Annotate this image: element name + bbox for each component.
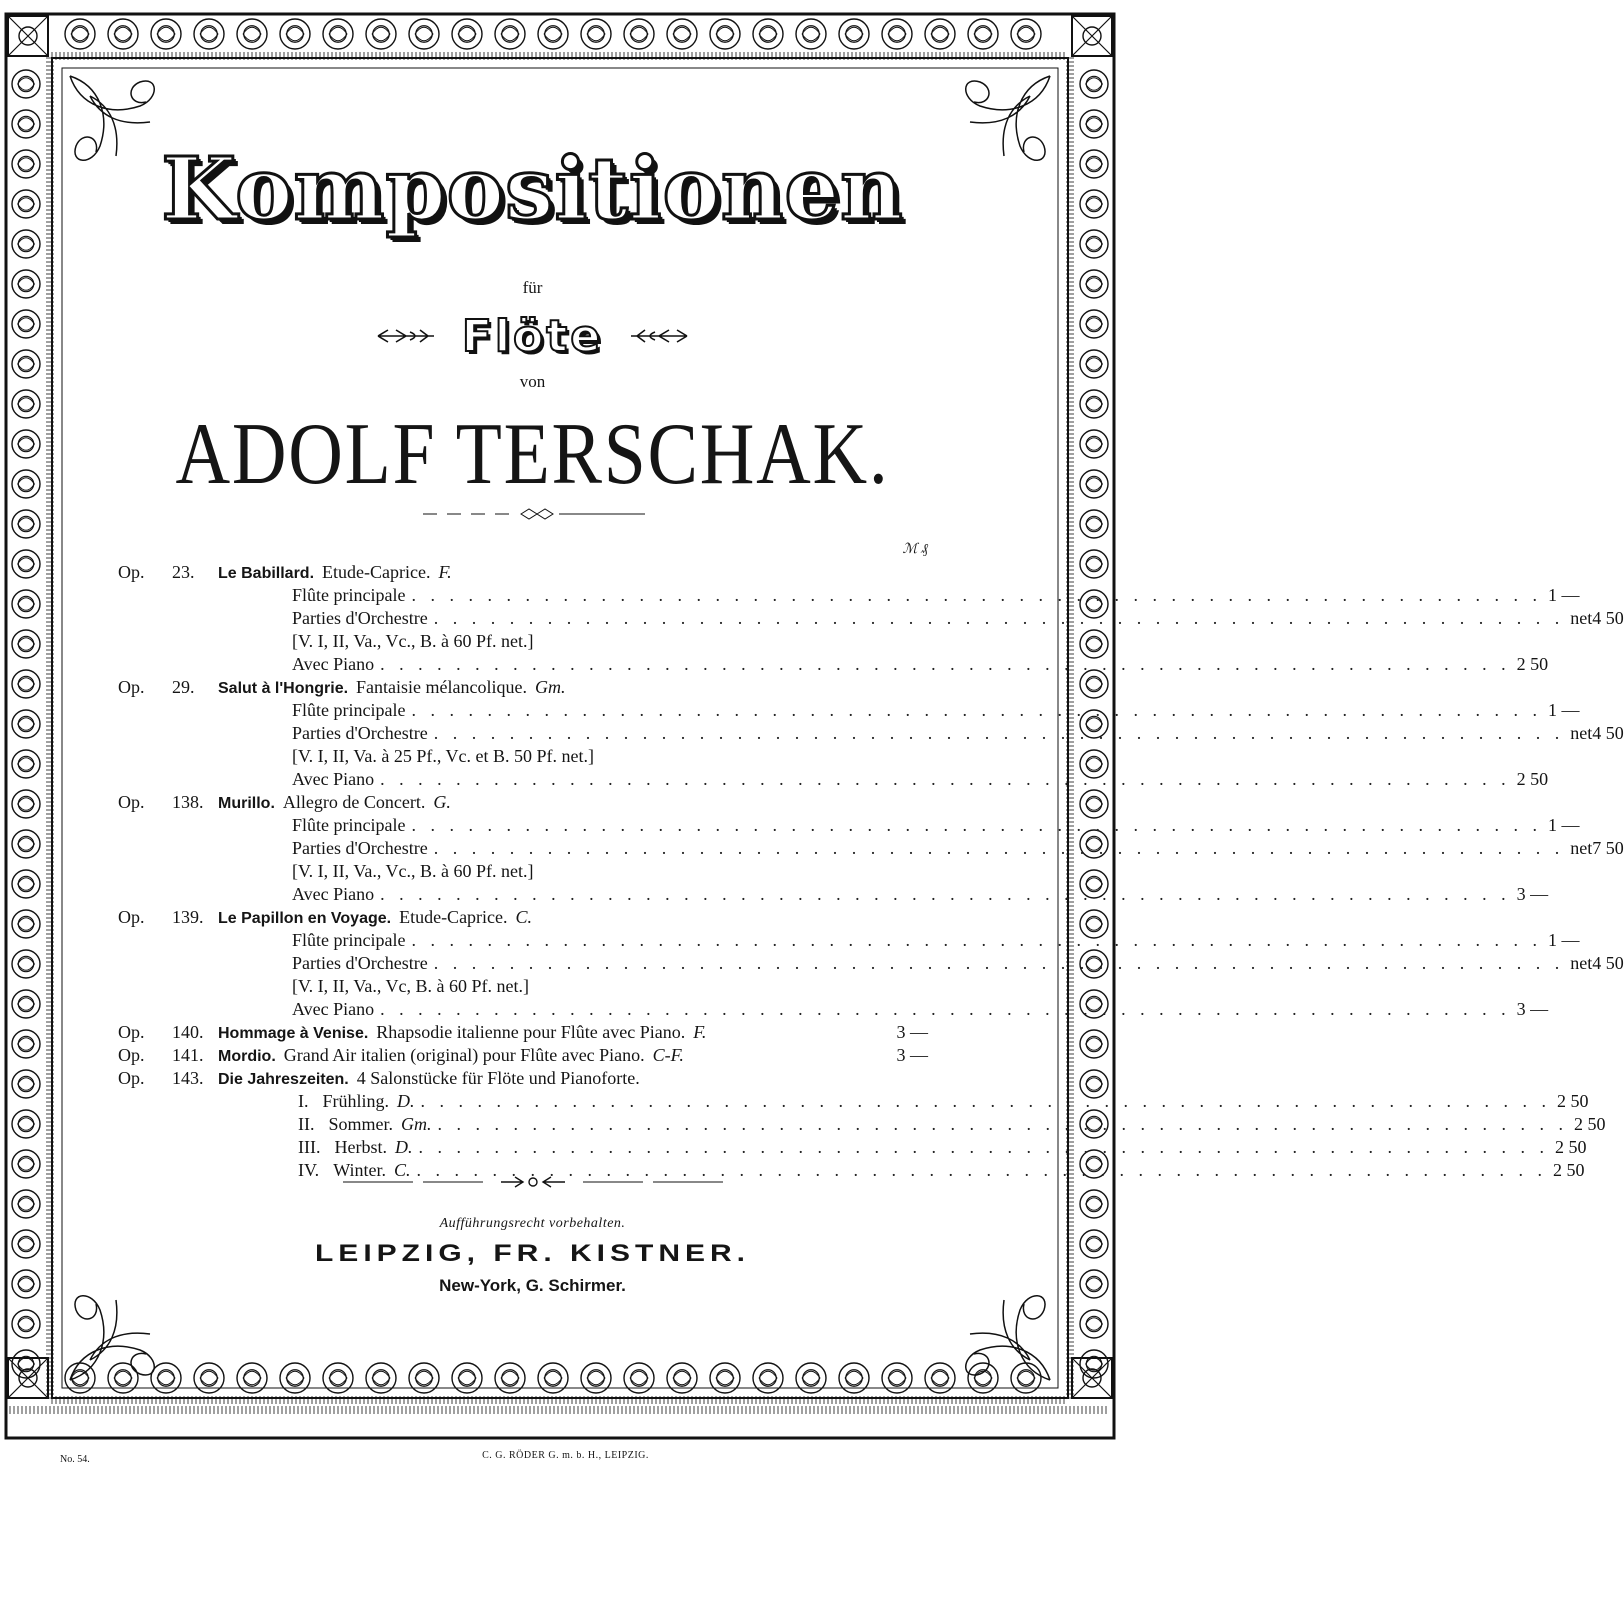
season-line [118, 1090, 1589, 1113]
plate-number: No. 54. [60, 1454, 90, 1465]
work-name: Murillo. [218, 795, 275, 812]
work-description: Etude-Caprice. [399, 907, 508, 927]
work-title [218, 906, 532, 930]
edition-line [118, 630, 928, 653]
instrumentation-note: [V. I, II, Va., Vc., B. à 60 Pf. net.] [292, 631, 534, 651]
edition-price: 7 50 [1592, 838, 1624, 858]
work-title [218, 676, 566, 700]
work-name: Le Papillon en Voyage. [218, 910, 392, 927]
season-line [118, 1136, 1587, 1159]
for-label: für [522, 278, 543, 297]
season-key: Gm. [401, 1114, 432, 1134]
opus-number: 143. [172, 1068, 204, 1088]
net-marker: net [1570, 953, 1593, 973]
season-row [298, 1136, 1587, 1159]
publisher-secondary: New-York, G. Schirmer. [439, 1276, 626, 1295]
edition-line [118, 768, 1549, 791]
season-price: 2 50 [1557, 1091, 1589, 1111]
work-title [218, 1067, 648, 1091]
opus-number: 141. [172, 1045, 204, 1065]
leader-dots: . . . . . . . . . . . . . . . . . . . . . . . . . . . . . . . . . . . . . . . . . . . . . . . . . . . . . . . . . . . . [420, 1091, 1552, 1111]
ornament-right-icon [629, 326, 689, 346]
work-title [218, 561, 452, 585]
opus-number: 23. [172, 562, 195, 582]
season-name: Sommer. [328, 1114, 394, 1134]
work-description: Grand Air italien (original) pour Flûte avec Piano. [283, 1045, 645, 1065]
edition-price: 4 50 [1592, 953, 1624, 973]
opus-number: 29. [172, 677, 195, 697]
work-description: 4 Salonstücke für Flöte und Pianoforte. [356, 1068, 640, 1088]
opus-label: Op. [118, 562, 145, 582]
work-description: Etude-Caprice. [322, 562, 431, 582]
leader-dots: . . . . . . . . . . . . . . . . . . . . . . . . . . . . . . . . . . . . . . . . . . . . . . . . . . . . . . . . . . . . [380, 884, 1511, 904]
instrument-line [70, 310, 995, 362]
leader-dots: . . . . . . . . . . . . . . . . . . . . . . . . . . . . . . . . . . . . . . . . . . . . . . . . . . . . . . . . . . . . [411, 930, 1542, 950]
edition-line [118, 998, 1549, 1021]
edition-row [292, 584, 1580, 607]
work-heading [118, 561, 928, 584]
leader-dots: . . . . . . . . . . . . . . . . . . . . . . . . . . . . . . . . . . . . . . . . . . . . . . . . . . . . . . . . . . . . [411, 700, 1542, 720]
edition-price: 1 — [1547, 815, 1580, 835]
edition-label: Parties d'Orchestre [292, 723, 428, 743]
edition-label: Avec Piano [292, 654, 375, 674]
edition-line [118, 722, 1624, 745]
edition-line [118, 653, 1549, 676]
season-number: III. [298, 1137, 321, 1157]
leader-dots: . . . . . . . . . . . . . . . . . . . . . . . . . . . . . . . . . . . . . . . . . . . . . . . . . . . . . . . . . . . . [437, 1114, 1569, 1134]
work-name: Le Babillard. [218, 565, 315, 582]
opus-label: Op. [118, 1045, 145, 1065]
season-key: D. [394, 1137, 413, 1157]
leader-dots: . . . . . . . . . . . . . . . . . . . . . . . . . . . . . . . . . . . . . . . . . . . . . . . . . . . . . . . . . . . . [411, 815, 1542, 835]
work-key: Gm. [535, 677, 566, 697]
leader-dots: . . . . . . . . . . . . . . . . . . . . . . . . . . . . . . . . . . . . . . . . . . . . . . . . . . . . . . . . . . . . [380, 654, 1511, 674]
edition-label: Avec Piano [292, 999, 375, 1019]
top-divider [70, 506, 995, 522]
leader-dots: . . . . . . . . . . . . . . . . . . . . . . . . . . . . . . . . . . . . . . . . . . . . . . . . . . . . . . . . . . . . [411, 585, 1542, 605]
printer-imprint: C. G. RÖDER G. m. b. H., LEIPZIG. [482, 1450, 649, 1461]
edition-row [292, 929, 1580, 952]
edition-line [118, 952, 1624, 975]
leader-dots: . . . . . . . . . . . . . . . . . . . . . . . . . . . . . . . . . . . . . . . . . . . . . . . . . . . . . . . . . . . . [380, 769, 1511, 789]
edition-row [292, 653, 1549, 676]
work-name: Hommage à Venise. [218, 1025, 369, 1042]
opus-number: 140. [172, 1022, 204, 1042]
edition-line [118, 860, 928, 883]
net-marker: net [1570, 608, 1593, 628]
work-heading [118, 1067, 928, 1090]
instrumentation-note: [V. I, II, Va., Vc., B. à 60 Pf. net.] [292, 861, 534, 881]
work-description: Fantaisie mélancolique. [356, 677, 527, 697]
rights-notice: Aufführungsrecht vorbehalten. [439, 1216, 626, 1231]
edition-price: 1 — [1547, 700, 1580, 720]
instrument-title: Flöte [461, 310, 604, 362]
edition-price: 1 — [1547, 585, 1580, 605]
leader-dots: . . . . . . . . . . . . . . . . . . . . . . . . . . . . . . . . . . . . . . . . . . . . . . . . . . . . . . . . . . . . [433, 838, 1565, 858]
opus-label: Op. [118, 1022, 145, 1042]
currency-header [118, 538, 928, 561]
opus-label: Op. [118, 907, 145, 927]
work-key: F. [693, 1022, 707, 1042]
edition-row [292, 837, 1624, 860]
work-key: G. [433, 792, 451, 812]
season-key: D. [397, 1091, 415, 1111]
work-key: F. [438, 562, 452, 582]
composer-name: ADOLF TERSCHAK. [175, 406, 890, 503]
work-heading [118, 1044, 928, 1067]
work-description: Allegro de Concert. [282, 792, 426, 812]
season-number: II. [298, 1114, 315, 1134]
edition-row [292, 722, 1624, 745]
edition-label: Flûte principale [292, 700, 406, 720]
leader-dots: . . . . . . . . . . . . . . . . . . . . . . . . . . . . . . . . . . . . . . . . . . . . . . . . . . . . . . . . . . . . [380, 999, 1511, 1019]
leader-dots: . . . . . . . . . . . . . . . . . . . . . . . . . . . . . . . . . . . . . . . . . . . . . . . . . . . . . . . . . . . . [433, 953, 1565, 973]
net-marker: net [1570, 723, 1593, 743]
edition-row [292, 998, 1549, 1021]
work-heading [118, 906, 928, 929]
edition-row [292, 883, 1549, 906]
divider-ornament-icon [413, 506, 653, 522]
edition-price: 2 50 [1516, 769, 1549, 789]
season-line [118, 1113, 1606, 1136]
net-marker: net [1570, 838, 1593, 858]
edition-label: Parties d'Orchestre [292, 953, 428, 973]
season-row [298, 1090, 1589, 1113]
by-label: von [519, 372, 546, 391]
opus-number: 139. [172, 907, 204, 927]
work-description: Rhapsodie italienne pour Flûte avec Piano. [376, 1022, 686, 1042]
edition-row [292, 768, 1549, 791]
work-key: C-F. [652, 1045, 684, 1065]
bottom-divider [70, 1172, 995, 1192]
edition-label: Flûte principale [292, 930, 406, 950]
edition-price: 3 — [1516, 999, 1549, 1019]
edition-line [118, 584, 1580, 607]
work-title [218, 791, 451, 815]
work-name: Salut à l'Hongrie. [218, 680, 349, 697]
edition-line [118, 975, 928, 998]
work-heading [118, 791, 928, 814]
instrumentation-note: [V. I, II, Va., Vc, B. à 60 Pf. net.] [292, 976, 529, 996]
edition-row [292, 607, 1624, 630]
season-key: C. [393, 1160, 411, 1180]
edition-price: 4 50 [1592, 723, 1624, 743]
edition-line [118, 745, 928, 768]
season-price: 2 50 [1552, 1160, 1585, 1180]
edition-line [118, 607, 1624, 630]
work-key: C. [515, 907, 533, 927]
edition-row [292, 952, 1624, 975]
opus-label: Op. [118, 792, 145, 812]
season-row [298, 1113, 1606, 1136]
opus-label: Op. [118, 677, 145, 697]
edition-label: Flûte principale [292, 815, 406, 835]
opus-number: 138. [172, 792, 204, 812]
edition-line [118, 837, 1624, 860]
season-name: Herbst. [334, 1137, 387, 1157]
work-heading [118, 1021, 928, 1044]
leader-dots: . . . . . . . . . . . . . . . . . . . . . . . . . . . . . . . . . . . . . . . . . . . . . . . . . . . . . . . . . . . . [418, 1137, 1549, 1157]
leader-dots: . . . . . . . . . . . . . . . . . . . . . . . . . . . . . . . . . . . . . . . . . . . . . . . . . . . . . . . . . . . . [433, 608, 1565, 628]
page-title: Kompositionen [161, 139, 904, 240]
opus-label: Op. [118, 1068, 145, 1088]
work-title [218, 1044, 684, 1068]
work-title [218, 1021, 706, 1045]
season-price: 2 50 [1574, 1114, 1606, 1134]
edition-price: 4 50 [1592, 608, 1624, 628]
currency-marks: ℳ ₰ [902, 542, 928, 557]
edition-label: Avec Piano [292, 769, 375, 789]
season-name: Winter. [333, 1160, 386, 1180]
ornament-left-icon [376, 326, 436, 346]
edition-label: Parties d'Orchestre [292, 838, 428, 858]
work-heading [118, 676, 928, 699]
edition-label: Flûte principale [292, 585, 406, 605]
edition-price: 1 — [1547, 930, 1580, 950]
edition-label: Parties d'Orchestre [292, 608, 428, 628]
edition-price: 2 50 [1516, 654, 1549, 674]
edition-row [292, 699, 1580, 722]
edition-label: Avec Piano [292, 884, 375, 904]
work-name: Mordio. [218, 1048, 276, 1065]
season-name: Frühling. [322, 1091, 390, 1111]
work-price: 3 — [896, 1045, 928, 1065]
season-number: IV. [298, 1160, 320, 1180]
edition-line [118, 929, 1580, 952]
instrumentation-note: [V. I, II, Va. à 25 Pf., Vc. et B. 50 Pf. net.] [292, 746, 594, 766]
work-price: 3 — [896, 1022, 928, 1042]
edition-price: 3 — [1516, 884, 1549, 904]
edition-line [118, 883, 1549, 906]
work-name: Die Jahreszeiten. [218, 1071, 349, 1088]
edition-row [292, 814, 1580, 837]
season-number: I. [298, 1091, 309, 1111]
edition-line [118, 814, 1580, 837]
works-list [118, 538, 1624, 1182]
divider-ornament-icon [323, 1172, 743, 1192]
leader-dots: . . . . . . . . . . . . . . . . . . . . . . . . . . . . . . . . . . . . . . . . . . . . . . . . . . . . . . . . . . . . [416, 1160, 1547, 1180]
publisher: LEIPZIG, FR. KISTNER. [314, 1240, 750, 1267]
season-price: 2 50 [1554, 1137, 1587, 1157]
leader-dots: . . . . . . . . . . . . . . . . . . . . . . . . . . . . . . . . . . . . . . . . . . . . . . . . . . . . . . . . . . . . [433, 723, 1565, 743]
edition-line [118, 699, 1580, 722]
